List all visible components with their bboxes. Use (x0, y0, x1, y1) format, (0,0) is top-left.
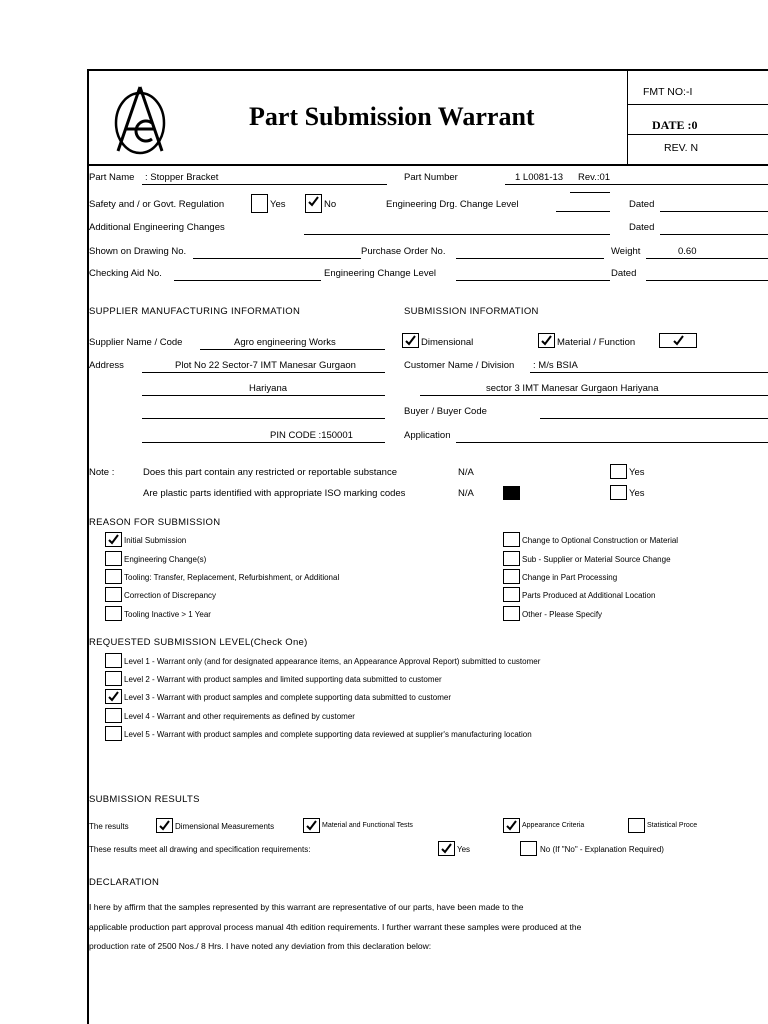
declaration-line-1: I here by affirm that the samples represented by this warrant are representative of our parts, have been made to the (89, 902, 524, 912)
shown-drawing-label: Shown on Drawing No. (89, 246, 187, 257)
levels-heading: REQUESTED SUBMISSION LEVEL(Check One) (89, 637, 308, 648)
submission-info-heading: SUBMISSION INFORMATION (404, 306, 539, 317)
address-label: Address (89, 360, 124, 371)
supplier-name-value: Agro engineering Works (234, 337, 336, 348)
safety-no-checkbox[interactable] (305, 194, 322, 213)
reason-left-label-3: Correction of Discrepancy (124, 591, 217, 600)
result-statistical-label: Statistical Proce (647, 822, 698, 829)
safety-yes-label: Yes (270, 199, 286, 210)
address-underline-1 (142, 372, 385, 373)
part-name-label: Part Name (89, 172, 135, 183)
result-dimensional-label: Dimensional Measurements (175, 822, 275, 831)
level-checkbox-5[interactable] (105, 726, 122, 741)
reason-left-checkbox-2[interactable] (105, 569, 122, 584)
reason-right-label-0: Change to Optional Construction or Material (522, 536, 679, 545)
check-icon (540, 334, 553, 347)
dated-label-1: Dated (629, 199, 655, 210)
reason-right-checkbox-0[interactable] (503, 532, 520, 547)
eng-change-underline (456, 280, 610, 281)
level-label-3: Level 3 - Warrant with product samples and complete supporting data submitted to customer (124, 693, 451, 702)
meet-yes-label: Yes (457, 845, 471, 854)
checking-aid-label: Checking Aid No. (89, 268, 162, 279)
note-q1-yes-label: Yes (629, 467, 645, 478)
level-checkbox-4[interactable] (105, 708, 122, 723)
header-right-line-2 (627, 134, 768, 135)
reason-left-label-0: Initial Submission (124, 536, 187, 545)
dated-label-3: Dated (611, 268, 637, 279)
dated-label-2: Dated (629, 222, 655, 233)
result-material-label: Material and Functional Tests (322, 822, 413, 829)
company-logo (110, 83, 170, 155)
result-material-checkbox[interactable] (303, 818, 320, 833)
application-label: Application (404, 430, 451, 441)
header-right-line-1 (627, 104, 768, 105)
weight-label: Weight (611, 246, 641, 257)
weight-value: 0.60 (678, 246, 697, 257)
dimensional-label: Dimensional (421, 337, 474, 348)
result-dimensional-checkbox[interactable] (156, 818, 173, 833)
declaration-heading: DECLARATION (89, 877, 160, 888)
note-label: Note : (89, 467, 115, 478)
reason-left-checkbox-4[interactable] (105, 606, 122, 621)
header-bottom-border (87, 164, 768, 166)
checking-aid-underline (174, 280, 321, 281)
note-q1: Does this part contain any restricted or reportable substance (143, 467, 397, 478)
note-q2: Are plastic parts identified with appropriate ISO marking codes (143, 488, 406, 499)
results-label: The results (89, 822, 129, 831)
reason-right-label-4: Other - Please Specify (522, 610, 603, 619)
reason-left-label-4: Tooling Inactive > 1 Year (124, 610, 211, 619)
eng-drg-label: Engineering Drg. Change Level (386, 199, 519, 210)
result-statistical-checkbox[interactable] (628, 818, 645, 833)
application-underline (456, 442, 768, 443)
reason-right-label-3: Parts Produced at Additional Location (522, 591, 656, 600)
note-q2-yes-label: Yes (629, 488, 645, 499)
safety-no-label: No (324, 199, 337, 210)
supplier-heading: SUPPLIER MANUFACTURING INFORMATION (89, 306, 301, 317)
address-underline-3 (142, 418, 385, 419)
check-icon (505, 819, 518, 832)
reason-left-checkbox-3[interactable] (105, 587, 122, 602)
check-icon (107, 690, 120, 703)
part-number-value: 1 L0081-13 (515, 172, 564, 183)
safety-label: Safety and / or Govt. Regulation (89, 199, 225, 210)
buyer-underline (540, 418, 768, 419)
meet-no-checkbox[interactable] (520, 841, 537, 856)
supplier-name-underline (200, 349, 385, 350)
dated-underline-2 (660, 234, 768, 235)
pin-code: PIN CODE :150001 (270, 430, 353, 441)
meet-yes-checkbox[interactable] (438, 841, 455, 856)
level-label-5: Level 5 - Warrant with product samples and complete supporting data reviewed at supplier's manufacturing location (124, 730, 532, 739)
weight-underline (646, 258, 768, 259)
dimensional-checkbox[interactable] (402, 333, 419, 348)
rev-underline (570, 192, 610, 193)
level-checkbox-3[interactable] (105, 689, 122, 704)
header-divider (627, 69, 628, 165)
reason-left-checkbox-0[interactable] (105, 532, 122, 547)
reason-right-label-1: Sub - Supplier or Material Source Change (522, 555, 671, 564)
declaration-line-2: applicable production part approval process manual 4th edition requirements. I further warrant these samples were produced at the (89, 922, 582, 932)
customer-address: sector 3 IMT Manesar Gurgaon Hariyana (486, 383, 659, 394)
reason-right-label-2: Change in Part Processing (522, 573, 618, 582)
reasons-heading: REASON FOR SUBMISSION (89, 517, 221, 528)
reason-right-checkbox-2[interactable] (503, 569, 520, 584)
dated-underline-3 (646, 280, 768, 281)
safety-yes-checkbox[interactable] (251, 194, 268, 213)
level-label-2: Level 2 - Warrant with product samples and limited supporting data submitted to customer (124, 675, 442, 684)
check-icon (672, 334, 685, 347)
eng-drg-underline (556, 211, 610, 212)
reason-right-checkbox-4[interactable] (503, 606, 520, 621)
reason-left-checkbox-1[interactable] (105, 551, 122, 566)
customer-underline (530, 372, 768, 373)
check-icon (305, 819, 318, 832)
page-title: Part Submission Warrant (249, 102, 535, 131)
check-icon (440, 842, 453, 855)
check-icon (158, 819, 171, 832)
eng-change-label: Engineering Change Level (324, 268, 436, 279)
part-name-value: : Stopper Bracket (145, 172, 219, 183)
level-label-4: Level 4 - Warrant and other requirements as defined by customer (124, 712, 355, 721)
note-q1-value: N/A (458, 467, 474, 478)
dated-underline-1 (660, 211, 768, 212)
part-number-underline (505, 184, 768, 185)
note-q2-value: N/A (458, 488, 474, 499)
supplier-name-label: Supplier Name / Code (89, 337, 183, 348)
reason-left-label-1: Engineering Change(s) (124, 555, 207, 564)
add-eng-label: Additional Engineering Changes (89, 222, 225, 233)
address-line2: Hariyana (249, 383, 288, 394)
note-q2-yes-checkbox[interactable] (610, 485, 627, 500)
level-checkbox-2[interactable] (105, 671, 122, 686)
buyer-label: Buyer / Buyer Code (404, 406, 487, 417)
level-label-1: Level 1 - Warrant only (and for designated appearance items, an Appearance Approval Report) submitted to customer (124, 657, 541, 666)
top-border (87, 69, 768, 71)
customer-label: Customer Name / Division (404, 360, 515, 371)
note-q2-filled-box (503, 486, 520, 500)
fmt-no: FMT NO:-I (643, 86, 693, 98)
meet-no-label: No (If "No" - Explanation Required) (540, 845, 664, 854)
result-appearance-label: Appearance Criteria (522, 822, 585, 829)
check-icon (107, 533, 120, 546)
results-heading: SUBMISSION RESULTS (89, 794, 200, 805)
customer-address-underline (420, 395, 768, 396)
po-underline (456, 258, 604, 259)
part-name-underline (142, 184, 387, 185)
result-appearance-checkbox[interactable] (503, 818, 520, 833)
material-function-checkbox[interactable] (538, 333, 555, 348)
check-icon (404, 334, 417, 347)
reason-right-checkbox-1[interactable] (503, 551, 520, 566)
results-meet-label: These results meet all drawing and specification requirements: (89, 845, 311, 854)
address-line1: Plot No 22 Sector-7 IMT Manesar Gurgaon (175, 360, 356, 371)
note-q1-yes-checkbox[interactable] (610, 464, 627, 479)
check-icon (307, 195, 320, 208)
address-underline-2 (142, 395, 385, 396)
reason-right-checkbox-3[interactable] (503, 587, 520, 602)
part-rev-value: Rev.:01 (578, 172, 611, 183)
customer-value: : M/s BSIA (533, 360, 578, 371)
material-function-label: Material / Function (557, 337, 636, 348)
header-date: DATE :0 (652, 118, 698, 132)
declaration-line-3: production rate of 2500 Nos./ 8 Hrs. I have noted any deviation from this declaration below: (89, 941, 432, 951)
reason-left-label-2: Tooling: Transfer, Replacement, Refurbishment, or Additional (124, 573, 340, 582)
po-label: Purchase Order No. (361, 246, 446, 257)
shown-drawing-underline (193, 258, 361, 259)
level-checkbox-1[interactable] (105, 653, 122, 668)
add-eng-underline (304, 234, 610, 235)
pin-underline (142, 442, 385, 443)
submission-extra-checkbox[interactable] (659, 333, 697, 348)
part-number-label: Part Number (404, 172, 458, 183)
header-rev: REV. N (664, 142, 699, 154)
